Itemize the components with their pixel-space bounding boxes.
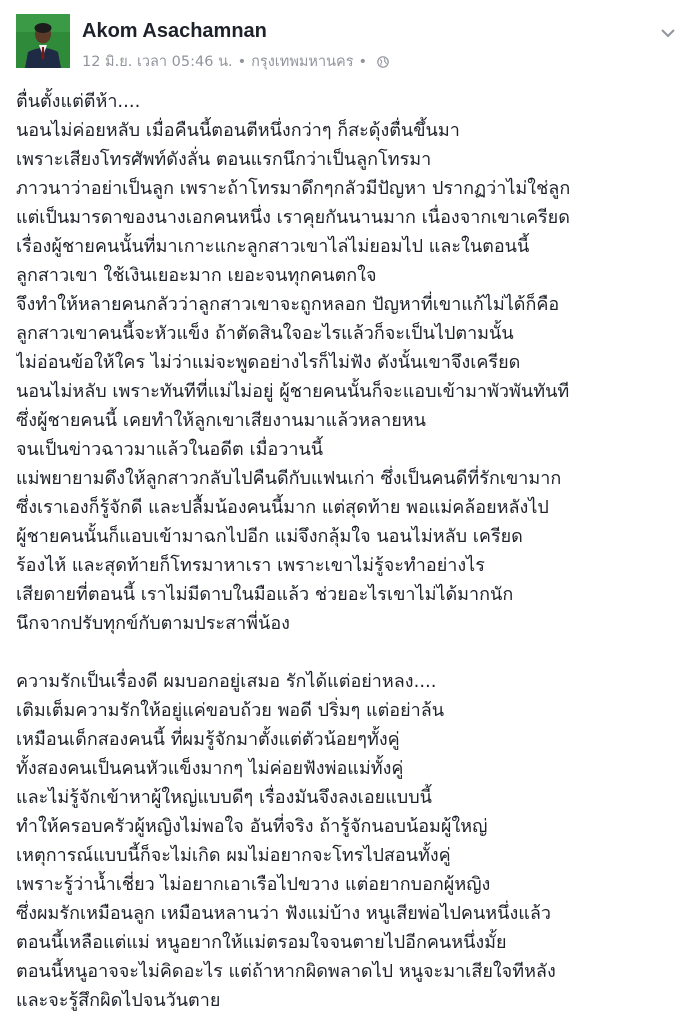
post-text-line: ซึ่งเราเองก็รู้จักดี และปลื้มน้องคนนี้มาก แต่สุดท้าย พอแม่คล้อยหลังไป (16, 497, 549, 518)
post-text-line: ลูกสาวเขาคนนี้จะหัวแข็ง ถ้าตัดสินใจอะไรแล้วก็จะเป็นไปตามนั้น (16, 323, 514, 344)
post-meta (82, 50, 389, 73)
post-text-line: และไม่รู้จักเข้าหาผู้ใหญ่แบบดีๆ เรื่องมันจึงลงเอยแบบนี้ (16, 787, 432, 808)
post-text-line: แม่พยายามดึงให้ลูกสาวกลับไปคืนดีกับแฟนเก่า ซึ่งเป็นคนดีที่รักเขามาก (16, 468, 562, 489)
avatar-image (16, 14, 70, 68)
post-text-line: นอนไม่หลับ เพราะทันทีที่แม่ไม่อยู่ ผู้ชายคนนั้นก็จะแอบเข้ามาพัวพันทันที (16, 381, 570, 402)
post-text-line: ตอนนี้หนูอาจจะไม่คิดอะไร แต่ถ้าหากผิดพลาดไป หนูจะมาเสียใจทีหลัง (16, 961, 556, 982)
globe-icon[interactable] (377, 56, 389, 68)
post-text-line: จึงทำให้หลายคนกลัวว่าลูกสาวเขาจะถูกหลอก ปัญหาที่เขาแก้ไม่ได้ก็คือ (16, 294, 560, 315)
post-text-line: เสียดายที่ตอนนี้ เราไม่มีดาบในมือแล้ว ช่วยอะไรเขาไม่ได้มากนัก (16, 584, 514, 605)
post-text-line: ตอนนี้เหลือแต่แม่ หนูอยากให้แม่ตรอมใจจนตายไปอีกคนหนึ่งมั้ย (16, 932, 507, 953)
post-text-line: เรื่องผู้ชายคนนั้นที่มาเกาะแกะลูกสาวเขาไล่ไม่ยอมไป และในตอนนี้ (16, 236, 530, 257)
post-text-line: ซึ่งผมรักเหมือนลูก เหมือนหลานว่า ฟังแม่บ้าง หนูเสียพ่อไปคนหนึ่งแล้ว (16, 903, 551, 924)
post-paragraph-1 (16, 87, 680, 638)
post-paragraph-2 (16, 667, 680, 1015)
post-text-line: ตื่นตั้งแต่ตีห้า.... (16, 91, 141, 112)
post-text-line: ทั้งสองคนเป็นคนหัวแข็งมากๆ ไม่ค่อยฟังพ่อแม่ทั้งคู่ (16, 758, 404, 779)
post-header (16, 14, 676, 70)
post-text-line: จนเป็นข่าวฉาวมาแล้วในอดีต เมื่อวานนี้ (16, 439, 324, 460)
post-text-line: และจะรู้สึกผิดไปจนวันตาย (16, 990, 221, 1011)
paragraph-gap (16, 638, 680, 667)
post-text-line: ผู้ชายคนนั้นก็แอบเข้ามาฉกไปอีก แม่จึงกลุ้มใจ นอนไม่หลับ เครียด (16, 526, 523, 547)
post-text-line: เหตุการณ์แบบนี้ก็จะไม่เกิด ผมไม่อยากจะโทรไปสอนทั้งคู่ (16, 845, 451, 866)
post-text-line: ไม่อ่อนข้อให้ใคร ไม่ว่าแม่จะพูดอย่างไรก็ไม่ฟัง ดังนั้นเขาจึงเครียด (16, 352, 521, 373)
post-text-line: นอนไม่ค่อยหลับ เมื่อคืนนี้ตอนตีหนึ่งกว่าๆ ก็สะดุ้งตื่นขึ้นมา (16, 120, 460, 141)
author-name[interactable]: Akom Asachamnan (82, 20, 267, 42)
post-text-line: ความรักเป็นเรื่องดี ผมบอกอยู่เสมอ รักได้แต่อย่าหลง.... (16, 671, 437, 692)
meta-separator: • (237, 53, 247, 70)
post-text-line: เหมือนเด็กสองคนนี้ ที่ผมรู้จักมาตั้งแต่ตัวน้อยๆทั้งคู่ (16, 729, 400, 750)
post-text-line: ลูกสาวเขา ใช้เงินเยอะมาก เยอะจนทุกคนตกใจ (16, 265, 377, 286)
post-text-line: นึกจากปรับทุกข์กับตามประสาพี่น้อง (16, 613, 290, 634)
post-text-line: เพราะรู้ว่าน้ำเชี่ยว ไม่อยากเอาเรือไปขวาง แต่อยากบอกผู้หญิง (16, 874, 491, 895)
post-text-line: ทำให้ครอบครัวผู้หญิงไม่พอใจ อันที่จริง ถ้ารู้จักนอบน้อมผู้ใหญ่ (16, 816, 488, 837)
avatar[interactable] (16, 14, 70, 68)
post-text-line: เติมเต็มความรักให้อยู่แค่ขอบถ้วย พอดี ปริ่มๆ แต่อย่าล้น (16, 700, 445, 721)
post-body (16, 87, 680, 1015)
post-text-line: ภาวนาว่าอย่าเป็นลูก เพราะถ้าโทรมาดึกๆกลัวมีปัญหา ปรากฏว่าไม่ใช่ลูก (16, 178, 571, 199)
post-text-line: ซึ่งผู้ชายคนนี้ เคยทำให้ลูกเขาเสียงานมาแล้วหลายหน (16, 410, 426, 431)
meta-separator-2: • (358, 53, 368, 70)
post-location[interactable]: กรุงเทพมหานคร (251, 54, 354, 70)
post-date[interactable]: 12 มิ.ย. เวลา 05:46 น. (82, 54, 233, 70)
post-text-line: เพราะเสียงโทรศัพท์ดังลั่น ตอนแรกนึกว่าเป็นลูกโทรมา (16, 149, 432, 170)
chevron-down-icon[interactable] (660, 24, 676, 36)
post-text-line: ร้องไห้ และสุดท้ายก็โทรมาหาเรา เพราะเขาไม่รู้จะทำอย่างไร (16, 555, 485, 576)
post-text-line: แต่เป็นมารดาของนางเอกคนหนึ่ง เราคุยกันนานมาก เนื่องจากเขาเครียด (16, 207, 570, 228)
